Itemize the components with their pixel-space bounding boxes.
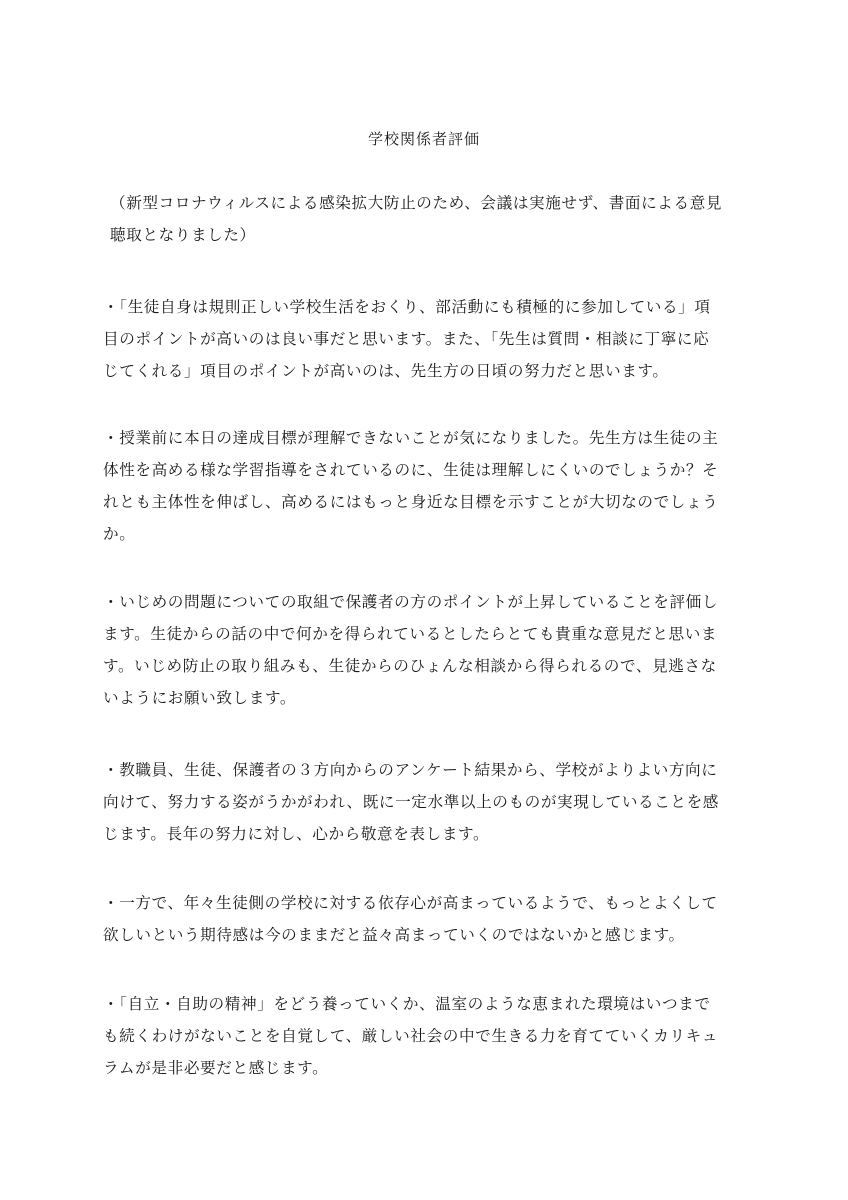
comment-paragraph-6 — [103, 988, 753, 1084]
paragraph-line: ラムが是非必要だと感じます。 — [103, 1059, 329, 1077]
paragraph-line: ・いじめの問題についての取組で保護者の方のポイントが上昇していることを評価し — [103, 593, 719, 611]
notice-paragraph — [110, 187, 760, 251]
comment-paragraph-2 — [103, 422, 753, 550]
notice-line: （新型コロナウィルスによる感染拡大防止のため、会議は実施せず、書面による意見 — [110, 194, 723, 212]
paragraph-line: ・「自立・自助の精神」をどう養っていくか、温室のような恵まれた環境はいつまで — [103, 995, 711, 1013]
paragraph-line: も続くわけがないことを自覚して、厳しい社会の中で生きる力を育てていくカリキュ — [103, 1027, 719, 1045]
paragraph-line: れとも主体性を伸ばし、高めるにはもっと身近な目標を示すことが大切なのでしょう — [103, 493, 719, 511]
paragraph-line: 目のポイントが高いのは良い事だと思います。また、「先生は質問・相談に丁寧に応 — [103, 330, 710, 348]
paragraph-line: じてくれる」項目のポイントが高いのは、先生方の日頃の努力だと思います。 — [103, 362, 669, 380]
paragraph-line: いようにお願い致します。 — [103, 689, 297, 707]
paragraph-line: か。 — [103, 525, 136, 543]
paragraph-line: す。いじめ防止の取り組みも、生徒からのひょんな相談から得られるので、見逃さな — [103, 657, 717, 675]
paragraph-line: 欲しいという期待感は今のままだと益々高まっていくのではないかと感じます。 — [103, 926, 685, 944]
notice-line: 聴取となりました） — [110, 226, 256, 244]
paragraph-line: ・教職員、生徒、保護者の３方向からのアンケート結果から、学校がよりよい方向に — [103, 761, 718, 779]
paragraph-line: 向けて、努力する姿がうかがわれ、既に一定水準以上のものが実現していることを感 — [103, 793, 719, 811]
comment-paragraph-1 — [103, 291, 753, 387]
paragraph-line: ・一方で、年々生徒側の学校に対する依存心が高まっているようで、もっとよくして — [103, 894, 718, 912]
paragraph-line: じます。長年の努力に対し、心から敬意を表します。 — [103, 825, 490, 843]
paragraph-line: ます。生徒からの話の中で何かを得られているとしたらとても貴重な意見だと思いま — [103, 625, 718, 643]
paragraph-line: ・「生徒自身は規則正しい学校生活をおくり、部活動にも積極的に参加している」項 — [103, 298, 711, 316]
paragraph-line: ・授業前に本日の達成目標が理解できないことが気になりました。先生方は生徒の主 — [103, 429, 719, 447]
paragraph-line: 体性を高める様な学習指導をされているのに、生徒は理解しにくいのでしょうか？そ — [103, 461, 719, 479]
comment-paragraph-3 — [103, 586, 753, 714]
document-title: 学校関係者評価 — [367, 130, 480, 148]
comment-paragraph-5 — [103, 887, 753, 951]
comment-paragraph-4 — [103, 754, 753, 850]
